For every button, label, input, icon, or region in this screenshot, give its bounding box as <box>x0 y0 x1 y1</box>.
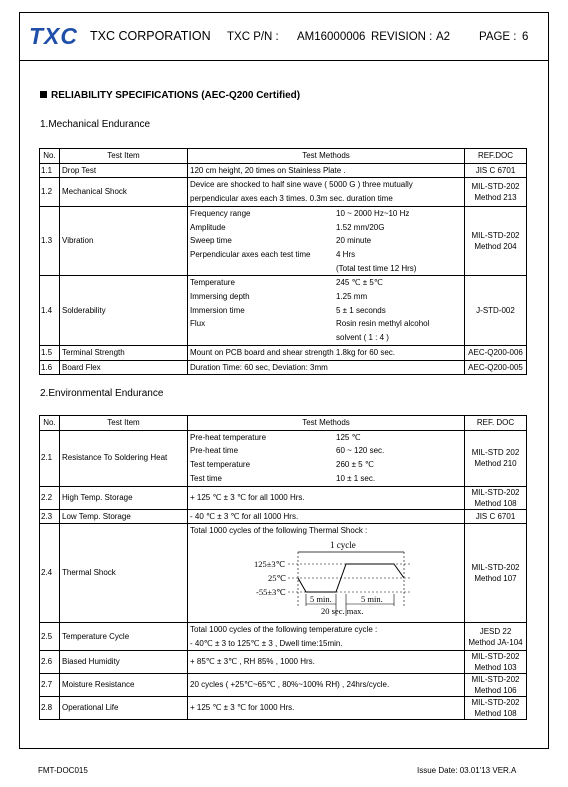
header-ref-doc: REF.DOC <box>465 149 527 164</box>
method-line: + 85℃ ± 3℃ , RH 85% , 1000 Hrs. <box>190 657 315 667</box>
ref-doc <box>465 345 527 360</box>
test-item: Biased Humidity <box>60 651 188 674</box>
method-pair <box>190 234 462 248</box>
page-number: 6 <box>522 31 529 43</box>
ref-line: MIL-STD 202 <box>471 448 520 458</box>
page-label: PAGE : <box>479 31 517 43</box>
row-number: 1.2 <box>40 178 60 206</box>
method-value: Rosin resin methyl alcohol <box>336 319 430 329</box>
test-methods <box>188 345 465 360</box>
ref-line: MIL-STD-202 <box>471 652 520 662</box>
method-value: 10 ~ 2000 Hz~10 Hz <box>336 208 410 218</box>
mid-temp-label: 25℃ <box>268 572 287 583</box>
footer-doc-id: FMT-DOC015 <box>38 766 88 775</box>
ref-doc <box>465 360 527 375</box>
method-param: Amplitude <box>190 222 226 232</box>
method-value: (Total test time 12 Hrs) <box>336 263 417 273</box>
method-param: Perpendicular axes each test time <box>190 249 311 259</box>
test-item: Operational Life <box>60 697 188 720</box>
test-methods <box>188 178 465 206</box>
method-pair <box>190 444 462 458</box>
method-line: - 40 ℃ ± 3 ℃ for all 1000 Hrs. <box>190 511 299 521</box>
method-value: solvent ( 1 : 4 ) <box>336 333 389 343</box>
ref-doc <box>465 206 527 276</box>
table-row <box>40 486 527 509</box>
method-line: + 125 ℃ ± 3 ℃ for all 1000 Hrs. <box>190 492 305 502</box>
row-number: 2.7 <box>40 674 60 697</box>
test-methods <box>188 163 465 178</box>
method-value: 1.25 mm <box>336 292 368 302</box>
ref-line: MIL-STD-202 <box>471 487 520 497</box>
table-row <box>40 206 527 276</box>
dwell-time-1: 5 min. <box>310 593 332 604</box>
company-name: TXC CORPORATION <box>90 29 211 43</box>
company-logo: TXC <box>29 23 78 49</box>
test-item: Board Flex <box>60 360 188 375</box>
footer-issue-date: Issue Date: 03.01'13 VER.A <box>417 766 517 775</box>
row-number: 2.5 <box>40 622 60 650</box>
environmental-table <box>39 415 527 720</box>
method-line: perpendicular axes each 3 times. 0.3m sec. duration time <box>190 194 393 204</box>
test-item: Vibration <box>60 206 188 276</box>
method-line: Mount on PCB board and shear strength 1.8kg for 60 sec. <box>190 347 396 357</box>
test-item: Solderability <box>60 276 188 346</box>
test-item: Thermal Shock <box>60 524 188 623</box>
method-value: 60 ~ 120 sec. <box>336 446 385 456</box>
method-pair <box>190 221 462 235</box>
method-param <box>190 331 336 345</box>
row-number: 1.5 <box>40 345 60 360</box>
test-methods <box>188 360 465 375</box>
cycle-label: 1 cycle <box>330 539 356 550</box>
row-number: 2.2 <box>40 486 60 509</box>
table-header-row <box>40 149 527 164</box>
test-methods <box>188 509 465 524</box>
ref-line: Method 210 <box>474 459 517 469</box>
ref-line: Method 204 <box>474 242 517 252</box>
method-param: Test temperature <box>190 460 251 470</box>
test-methods <box>188 651 465 674</box>
ref-doc <box>465 486 527 509</box>
row-number: 2.4 <box>40 524 60 623</box>
ref-line: JESD 22 <box>479 626 512 636</box>
method-pair <box>190 262 462 276</box>
table-row <box>40 345 527 360</box>
method-param: Flux <box>190 319 206 329</box>
ref-line: Method 106 <box>474 686 517 696</box>
row-number: 1.3 <box>40 206 60 276</box>
method-line: Duration Time: 60 sec, Deviation: 3mm <box>190 362 328 372</box>
table-row <box>40 651 527 674</box>
document-header <box>20 13 548 61</box>
test-methods <box>188 697 465 720</box>
method-param: Pre-heat time <box>190 446 239 456</box>
ref-line: JIS C 6701 <box>475 166 516 176</box>
header-test-methods: Test Methods <box>188 149 465 164</box>
transfer-time: 20 sec. max. <box>321 605 364 616</box>
method-pair <box>190 431 462 445</box>
test-methods <box>188 674 465 697</box>
ref-doc <box>465 509 527 524</box>
section-title-text: RELIABILITY SPECIFICATIONS (AEC-Q200 Certified) <box>51 90 301 101</box>
method-param: Temperature <box>190 278 235 288</box>
ref-line: J-STD-002 <box>476 306 515 316</box>
row-number: 2.3 <box>40 509 60 524</box>
method-value: 5 ± 1 seconds <box>336 305 386 315</box>
thermal-shock-diagram <box>226 538 426 622</box>
method-value: 1.52 mm/20G <box>336 222 385 232</box>
ref-doc <box>465 178 527 206</box>
method-line: Device are shocked to half sine wave ( 5000 G ) three mutually <box>190 180 413 190</box>
method-line: 20 cycles ( +25℃~65℃ , 80%~100% RH) , 24hrs/cycle. <box>190 680 390 690</box>
method-line: Total 1000 cycles of the following Thermal Shock : <box>190 526 368 536</box>
ref-doc <box>465 163 527 178</box>
row-number: 1.4 <box>40 276 60 346</box>
table-row <box>40 276 527 346</box>
ref-line: Method 108 <box>474 498 517 508</box>
ref-doc <box>465 524 527 623</box>
dwell-time-2: 5 min. <box>361 593 383 604</box>
table-row <box>40 163 527 178</box>
row-number: 2.6 <box>40 651 60 674</box>
method-pair <box>190 290 462 304</box>
ref-line: MIL-STD-202 <box>471 698 520 708</box>
table-row <box>40 509 527 524</box>
header-test-methods: Test Methods <box>188 416 465 431</box>
mechanical-table <box>39 148 527 375</box>
method-param <box>190 262 336 276</box>
ref-line: Method JA-104 <box>468 637 523 647</box>
method-pair <box>190 317 462 331</box>
ref-line: AEC-Q200-005 <box>468 362 523 372</box>
test-methods <box>188 486 465 509</box>
method-param: Immersing depth <box>190 292 250 302</box>
ref-line: MIL-STD-202 <box>471 563 520 573</box>
method-value: 125 ℃ <box>336 432 361 442</box>
method-line: 120 cm height, 20 times on Stainless Plate . <box>190 165 346 175</box>
method-param: Pre-heat temperature <box>190 432 267 442</box>
ref-line: AEC-Q200-006 <box>468 348 523 358</box>
header-no: No. <box>40 149 60 164</box>
method-param: Test time <box>190 473 223 483</box>
test-item: Resistance To Soldering Heat <box>60 430 188 486</box>
mechanical-heading: 1.Mechanical Endurance <box>40 119 151 130</box>
low-temp-label: -55±3℃ <box>256 586 286 597</box>
revision-label: REVISION : <box>371 31 433 43</box>
ref-doc <box>465 674 527 697</box>
high-temp-label: 125±3℃ <box>254 558 286 569</box>
table-header-row <box>40 416 527 431</box>
method-pair <box>190 331 462 345</box>
row-number: 1.6 <box>40 360 60 375</box>
method-pair <box>190 248 462 262</box>
method-pair <box>190 304 462 318</box>
table-row <box>40 622 527 650</box>
ref-line: JIS C 6701 <box>475 511 516 521</box>
ref-doc <box>465 622 527 650</box>
method-pair <box>190 276 462 290</box>
method-param: Sweep time <box>190 236 232 246</box>
test-item: Drop Test <box>60 163 188 178</box>
method-value: 260 ± 5 ℃ <box>336 460 374 470</box>
method-param: Immersion time <box>190 305 245 315</box>
test-methods <box>188 206 465 276</box>
test-methods <box>188 524 465 623</box>
pn-value: AM16000006 <box>297 31 366 43</box>
row-number: 1.1 <box>40 163 60 178</box>
table-row <box>40 360 527 375</box>
test-methods <box>188 430 465 486</box>
test-item: Mechanical Shock <box>60 178 188 206</box>
method-line: - 40℃ ± 3 to 125℃ ± 3 , Dwell time:15min. <box>190 638 343 648</box>
ref-line: Method 108 <box>474 709 517 719</box>
test-item: High Temp. Storage <box>60 486 188 509</box>
method-pair <box>190 472 462 486</box>
ref-doc <box>465 697 527 720</box>
bullet-square-icon <box>40 91 47 98</box>
method-line: Total 1000 cycles of the following temperature cycle : <box>190 624 378 634</box>
table-row <box>40 697 527 720</box>
section-title <box>40 90 300 101</box>
pn-label: TXC P/N : <box>227 31 279 43</box>
method-value: 4 Hrs <box>336 249 356 259</box>
method-pair <box>190 207 462 221</box>
table-row <box>40 674 527 697</box>
ref-doc <box>465 276 527 346</box>
table-row <box>40 178 527 206</box>
row-number: 2.1 <box>40 430 60 486</box>
page-frame <box>19 12 549 749</box>
header-test-item: Test Item <box>60 149 188 164</box>
method-param: Frequency range <box>190 208 251 218</box>
ref-doc <box>465 651 527 674</box>
test-item: Moisture Resistance <box>60 674 188 697</box>
test-item: Low Temp. Storage <box>60 509 188 524</box>
test-methods <box>188 276 465 346</box>
table-row <box>40 430 527 486</box>
test-item: Temperature Cycle <box>60 622 188 650</box>
test-item: Terminal Strength <box>60 345 188 360</box>
ref-line: Method 103 <box>474 663 517 673</box>
table-row <box>40 524 527 623</box>
header-no: No. <box>40 416 60 431</box>
row-number: 2.8 <box>40 697 60 720</box>
header-ref-doc: REF. DOC <box>465 416 527 431</box>
revision-value: A2 <box>436 31 451 43</box>
ref-doc <box>465 430 527 486</box>
environmental-heading: 2.Environmental Endurance <box>40 388 164 399</box>
method-value: 20 minute <box>336 236 372 246</box>
method-line: + 125 ℃ ± 3 ℃ for 1000 Hrs. <box>190 703 295 713</box>
header-test-item: Test Item <box>60 416 188 431</box>
test-methods <box>188 622 465 650</box>
method-pair <box>190 458 462 472</box>
method-value: 10 ± 1 sec. <box>336 473 376 483</box>
ref-line: Method 213 <box>474 193 517 203</box>
ref-line: Method 107 <box>474 574 517 584</box>
ref-line: MIL-STD-202 <box>471 231 520 241</box>
ref-line: MIL-STD-202 <box>471 675 520 685</box>
method-value: 245 ℃ ± 5℃ <box>336 278 383 288</box>
ref-line: MIL-STD-202 <box>471 182 520 192</box>
